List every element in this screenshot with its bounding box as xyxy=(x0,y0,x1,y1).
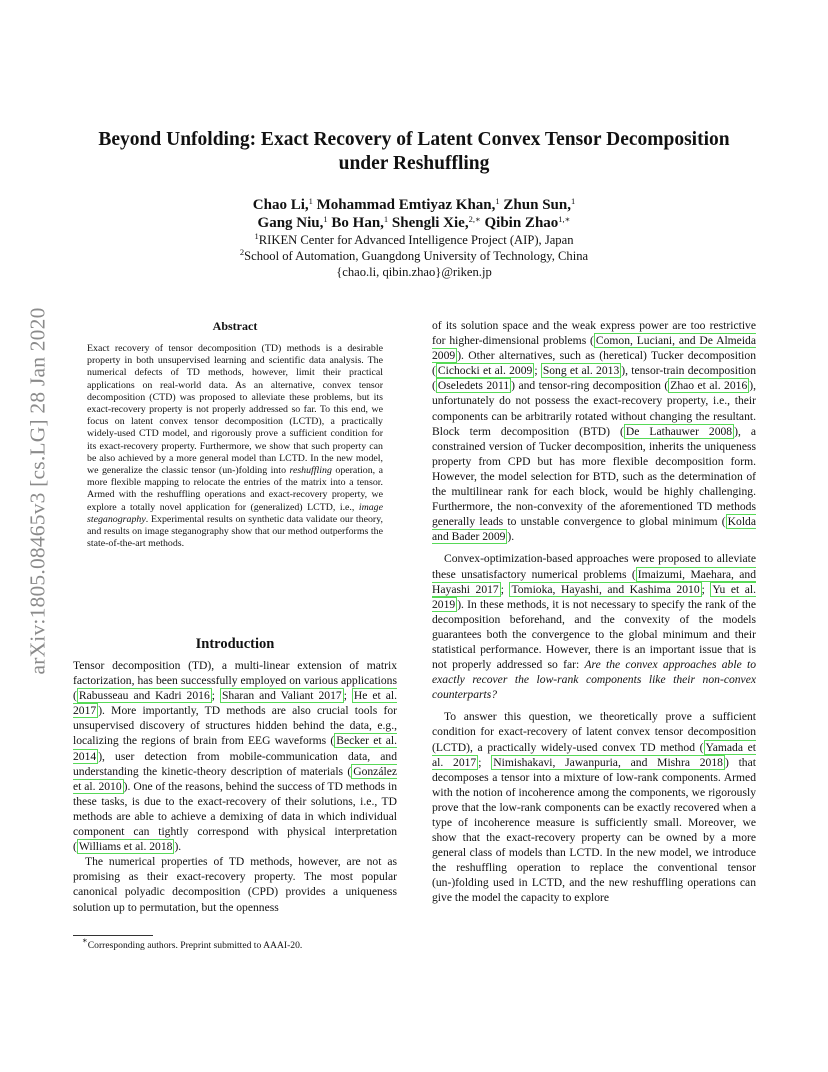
citation-link[interactable]: Imaizumi, Maehara, and Hayashi 2017 xyxy=(432,567,757,596)
affiliation-1 xyxy=(60,232,768,248)
footnote-text: Corresponding authors. Preprint submitted to AAAI-20. xyxy=(87,940,303,951)
abstract-text: Exact recovery of tensor decomposition (TD) methods is a desirable property in both unsupervised learning and scientific data analysis. The numerical defects of TD methods, however, limit their practical applications on real-world data. As an alternative, convex tensor decomposition (CTD) was proposed to alleviate these problems, but its exact-recovery property is not properly addressed so far. To this end, we focus on latent convex tensor decomposition (LCTD), a practically widely-used CTD model, and rigorously prove a sufficient condition for its exact-recovery property. Furthermore, we show that such property can be also achieved by a more general model than LCTD. In the new model, we generalize the classic tensor (un-)folding into xyxy=(87,343,383,477)
affiliation-text: School of Automation, Guangdong University of Technology, China xyxy=(244,249,589,263)
title-line-2: under Reshuffling xyxy=(338,153,490,174)
author-affil-mark: 1 xyxy=(308,196,313,206)
author-affil-mark: 2,∗ xyxy=(468,214,481,224)
affil-mark: 2 xyxy=(239,247,245,257)
author-name: Gang Niu, xyxy=(257,215,324,231)
author-list xyxy=(60,196,768,232)
author-email: {chao.li, qibin.zhao}@riken.jp xyxy=(336,265,492,279)
paragraph: of its solution space and the weak express power are too restrictive for higher-dimensional problems ( Comon, Luciani, and De Almeida 2009 ). Other alternatives, such as (heretical) Tucker decomposition ( Cichocki et al. 2009 ; Song et al. 2013 ), tensor-train decomposition ( Oseledets 2011 ) and tensor-ring decomposition ( Zhao et al. 2016 ), unfortunately do not possess the exact-recovery property, i.e., their components can be arbitrarily rotated without changing the resultant. Block term decomposition (BTD) ( De Lathauwer 2008 ), a constrained version of Tucker decomposition, inherits the uniqueness property from CPD but has more flexible decomposition form. However, the model selection for BTD, such as the determination of the multilinear rank for each block, would be highly challenging. Furthermore, the non-convexity of the aforementioned TD methods generally leads to unstable convergence to global minimum ( Kolda and Bader 2009 ). xyxy=(432,319,757,544)
citation-link[interactable]: Yamada et al. 2017 xyxy=(432,740,756,769)
paragraph: The numerical properties of TD methods, however, are not as promising as their exact-recovery property. The most popular canonical polyadic decomposition (CPD) provides a uniqueness solution up to permutation, but the openness xyxy=(73,855,397,914)
author-line-2 xyxy=(60,214,768,232)
affiliation-text: RIKEN Center for Advanced Intelligence Project (AIP), Japan xyxy=(258,233,574,247)
author-affil-mark: 1 xyxy=(383,214,389,224)
author-line-1 xyxy=(60,196,768,214)
footnote xyxy=(82,935,303,952)
author-affil-mark: 1 xyxy=(570,196,576,206)
arxiv-identifier: arXiv:1805.08465v3 [cs.LG] 28 Jan 2020 xyxy=(25,307,50,675)
affiliation-2 xyxy=(60,248,768,264)
paper-title xyxy=(60,128,768,176)
author-name: Mohammad Emtiyaz Khan, xyxy=(316,197,496,213)
citation-link[interactable]: Nimishakavi, Jawanpuria, and Mishra 2018 xyxy=(493,755,723,769)
citation-link[interactable]: Becker et al. 2014 xyxy=(73,734,397,763)
author-affil-mark: 1 xyxy=(323,214,328,224)
author-name: Qibin Zhao xyxy=(484,215,559,231)
arxiv-sidebar xyxy=(18,296,58,686)
citation-link[interactable]: Oseledets 2011 xyxy=(437,379,510,393)
author-name: Chao Li, xyxy=(252,197,309,213)
section-heading-introduction: Introduction xyxy=(195,636,275,652)
abstract-body xyxy=(87,343,383,550)
left-column-body xyxy=(73,658,397,915)
affil-mark: 1 xyxy=(254,231,259,241)
citation-link[interactable]: De Lathauwer 2008 xyxy=(625,424,733,438)
citation-link[interactable]: Sharan and Valiant 2017 xyxy=(221,689,342,703)
citation-link[interactable]: Yu et al. 2019 xyxy=(432,582,756,611)
footnote-mark: ∗ xyxy=(82,935,88,945)
citation-link[interactable]: Williams et al. 2018 xyxy=(78,840,173,854)
abstract-emphasis: reshuffling xyxy=(289,465,332,477)
citation-link[interactable]: Tomioka, Hayashi, and Kashima 2010 xyxy=(511,582,700,596)
author-affil-mark: 1 xyxy=(495,196,500,206)
citation-link[interactable]: Cichocki et al. 2009 xyxy=(437,364,533,378)
paragraph: Convex-optimization-based approaches were proposed to alleviate these unsatisfactory numerical problems ( Imaizumi, Maehara, and Hayashi 2017 ; Tomioka, Hayashi, and Kashima 2010 ; Yu et al. 2019 ). In these methods, it is not necessary to specify the rank of the decomposition beforehand, and the convexity of the models guarantees both the convergence to the global minimum and their statistical performance. However, there is an important issue that is not properly addressed so far: Are the convex approaches able to exactly recover the low-rank components like their non-convex counterparts? xyxy=(432,552,757,702)
citation-link[interactable]: He et al. 2017 xyxy=(73,689,398,718)
citation-link[interactable]: Kolda and Bader 2009 xyxy=(432,515,756,544)
affiliations xyxy=(60,232,768,280)
right-column-body xyxy=(432,318,756,906)
author-name: Zhun Sun, xyxy=(503,197,571,213)
author-name: Shengli Xie, xyxy=(391,215,469,231)
citation-link[interactable]: González et al. 2010 xyxy=(73,764,397,793)
citation-link[interactable]: Rabusseau and Kadri 2016 xyxy=(78,689,210,703)
title-line-1: Beyond Unfolding: Exact Recovery of Latent Convex Tensor Decomposition xyxy=(98,129,730,150)
citation-link[interactable]: Song et al. 2013 xyxy=(542,364,620,378)
emphasized-question: Are the convex approaches able to exactly recover the low-rank components like their non-convex counterparts? xyxy=(432,658,756,702)
citation-link[interactable]: Comon, Luciani, and De Almeida 2009 xyxy=(432,334,756,363)
citation-link[interactable]: Zhao et al. 2016 xyxy=(670,379,748,393)
author-affil-mark: 1,∗ xyxy=(558,214,571,224)
abstract-emphasis: image steganography xyxy=(87,501,383,525)
abstract-text: operation, a more flexible mapping to relocate the entries of the matrix into a tensor. Armed with the reshuffling operations and exact-recovery property, we explore a totally novel application for (generalized) LCTD, i.e., xyxy=(87,465,383,513)
author-name: Bo Han, xyxy=(331,215,384,231)
abstract-text: . Experimental results on synthetic data validate our theory, and results on image steganography show that our method outperforms the state-of-the-art methods. xyxy=(87,513,383,550)
paragraph: To answer this question, we theoretically prove a sufficient condition for exact-recovery of latent convex tensor decomposition (LCTD), a practically widely-used convex TD method ( Yamada et al. 2017 ; Nimishakavi, Jawanpuria, and Mishra 2018 ) that decomposes a tensor into a mixture of low-rank components. Armed with the notion of incoherence among the components, we rigorously prove that the low-rank components can be exactly recovered when a type of incoherence measure is sufficiently small. Moreover, we show that the exact-recovery property can be owned by a more general class of models than LCTD. In the new model, we introduce the reshuffling operation to replace the conventional tensor (un-)folding used in LCTD, and the new reshuffling operations can give the model the capacity to explore xyxy=(432,710,756,905)
abstract-heading: Abstract xyxy=(212,319,258,333)
paragraph: Tensor decomposition (TD), a multi-linear extension of matrix factorization, has been successfully employed on various applications ( Rabusseau and Kadri 2016 ; Sharan and Valiant 2017 ; He et al. 2017 ). More importantly, TD methods are also crucial tools for unsupervised discovery of structures hidden behind the data, e.g., localizing the regions of brain from EEG waveforms ( Becker et al. 2014 ), user detection from mobile-communication data, and understanding the kinetic-theory description of materials ( González et al. 2010 ). One of the reasons, behind the success of TD methods in these tasks, is due to the exact-recovery of their solutions, i.e., TD methods are able to achieve a demixing of data in which individual component can tightly correspond with physical interpretation ( Williams et al. 2018 ). xyxy=(73,659,398,854)
